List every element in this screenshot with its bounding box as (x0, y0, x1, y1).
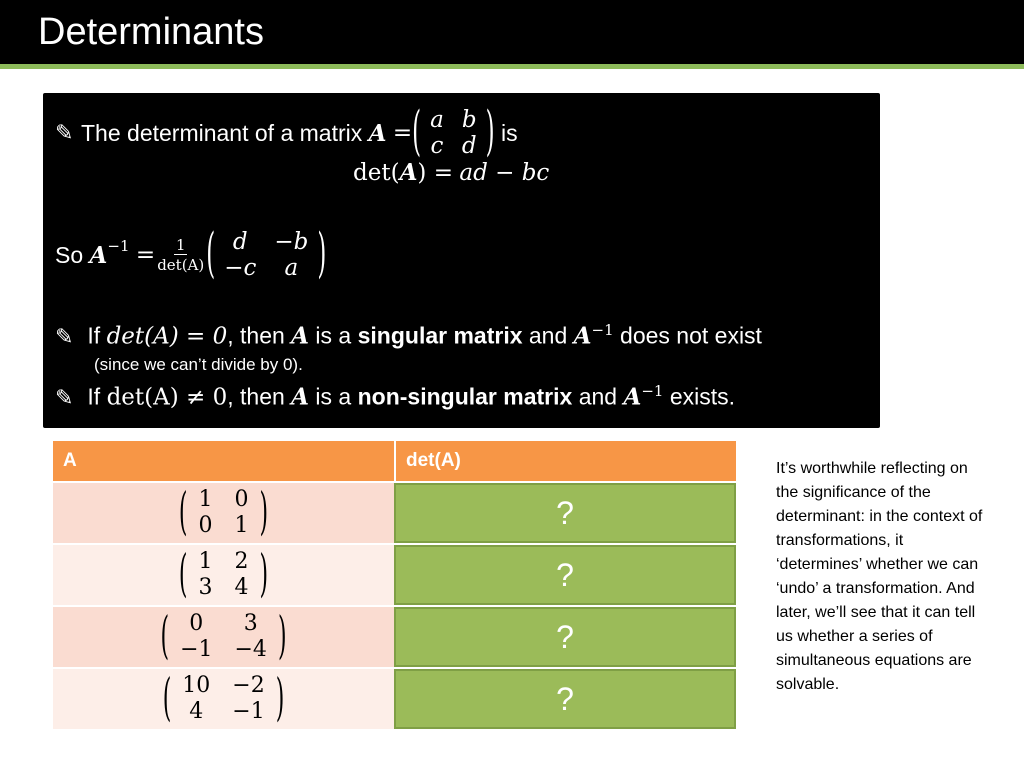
example-matrix: ( 1 0 0 1 ) (178, 484, 269, 542)
matrix-entry: 1 (234, 513, 249, 538)
fraction-numerator: 1 (175, 235, 186, 254)
matrix-cell-wrapper (53, 667, 396, 729)
column-header-matrix: A (53, 441, 396, 481)
definition-text: is (500, 119, 518, 146)
nonsingular-bullet (55, 382, 735, 411)
bullet-text: is a (315, 383, 352, 410)
bullet-text: does not exist (620, 322, 762, 349)
matrix-entry: 0 (234, 487, 249, 512)
bullet-text: and (528, 322, 568, 349)
reveal-answer-box[interactable]: ? (394, 545, 736, 605)
reveal-answer-box[interactable]: ? (394, 669, 736, 729)
matrix-cell: −b (274, 229, 309, 255)
fraction (157, 236, 204, 275)
matrix-cell-wrapper (53, 605, 396, 667)
matrix-symbol: A (399, 159, 418, 186)
det-formula-rhs: ad − bc (459, 160, 550, 186)
answer-cell (396, 543, 736, 605)
definition-text: The determinant of a matrix (81, 119, 363, 146)
reveal-answer-box[interactable]: ? (394, 483, 736, 543)
bullet-text: If (87, 322, 101, 349)
matrix-cell: d (232, 229, 248, 255)
det-formula-close: ) = (417, 160, 453, 186)
so-label: So (55, 241, 84, 268)
matrix-symbol: A (368, 119, 387, 147)
answer-cell (396, 605, 736, 667)
pencil-icon: ✎ (55, 384, 74, 410)
det-formula (353, 159, 549, 186)
matrix-entry: −1 (232, 699, 265, 724)
inverse-exponent: −1 (641, 382, 664, 400)
bullet-text: is a (315, 322, 352, 349)
example-matrix: ( 1 2 3 4 ) (178, 546, 269, 604)
matrix-entry: 3 (243, 611, 258, 636)
fraction-denominator: det(A) (157, 255, 205, 274)
equals-sign: = (392, 120, 413, 146)
table-row (53, 543, 736, 605)
bullet-text: If (87, 383, 101, 410)
matrix-entry: 0 (198, 513, 213, 538)
matrix-entry: 1 (198, 549, 213, 574)
matrix-cell: a (284, 255, 299, 281)
column-header-det: det(A) (396, 441, 736, 481)
table-row (53, 667, 736, 729)
matrix-cell-wrapper (53, 481, 396, 543)
matrix-entry: 4 (234, 575, 249, 600)
example-matrix: ( 10 −2 4 −1 ) (162, 670, 285, 728)
title-bar (0, 0, 1024, 69)
condition: det(A) = 0 (106, 323, 228, 350)
singular-note: (since we can’t divide by 0). (94, 355, 303, 374)
side-note: It’s worthwhile reflecting on the significance of the determinant: in the context of transformations, it ‘determines’ whether we can ‘undo’ a transformation. And later, we’ll see that it can tell us whether a series of simultaneous equations are solvable. (776, 460, 983, 693)
matrix-cell: c (430, 133, 444, 159)
matrix-entry: 1 (198, 487, 213, 512)
pencil-icon: ✎ (55, 120, 74, 145)
inverse-symbol: A (573, 322, 592, 350)
definition-box (43, 93, 880, 428)
bullet-text: , then (227, 322, 285, 349)
table-row (53, 481, 736, 543)
page-title: Determinants (38, 11, 264, 53)
determinant-table (53, 441, 736, 729)
matrix-cell-wrapper (53, 543, 396, 605)
matrix-entry: −2 (232, 673, 265, 698)
singular-bullet (55, 321, 762, 350)
inverse-symbol: A (89, 241, 108, 269)
matrix-entry: 0 (189, 611, 204, 636)
matrix-entry: 4 (189, 699, 204, 724)
equals-sign: = (135, 242, 156, 268)
inverse-line (55, 225, 326, 285)
inverse-symbol: A (623, 383, 642, 411)
matrix-entry: −4 (234, 637, 267, 662)
det-formula-lhs: det( (353, 160, 400, 186)
table-header-row (53, 441, 736, 481)
definition-line (55, 103, 518, 163)
answer-cell (396, 481, 736, 543)
bullet-text: , then (227, 383, 285, 410)
bullet-text: and (578, 383, 618, 410)
matrix-cell: d (461, 133, 477, 159)
matrix-symbol: A (291, 383, 310, 411)
answer-cell (396, 667, 736, 729)
matrix-cell: a (430, 107, 444, 133)
inverse-exponent: −1 (591, 321, 614, 339)
inverse-matrix: ( d −b −c a ) (206, 225, 327, 285)
matrix-entry: 10 (182, 673, 211, 698)
matrix-cell: −c (224, 255, 257, 281)
example-matrix: ( 0 3 −1 −4 ) (160, 608, 287, 666)
pencil-icon: ✎ (55, 323, 74, 349)
inverse-exponent: −1 (107, 237, 130, 255)
singular-term: singular matrix (357, 322, 523, 349)
table-row (53, 605, 736, 667)
bullet-text: exists. (669, 383, 736, 410)
generic-matrix: ( a b c d ) (412, 103, 495, 163)
matrix-entry: −1 (180, 637, 213, 662)
condition: det(A) ≠ 0 (106, 384, 228, 411)
matrix-symbol: A (291, 322, 310, 350)
nonsingular-term: non-singular matrix (357, 383, 573, 410)
matrix-cell: b (461, 107, 477, 133)
matrix-entry: 2 (234, 549, 249, 574)
reveal-answer-box[interactable]: ? (394, 607, 736, 667)
matrix-entry: 3 (198, 575, 213, 600)
